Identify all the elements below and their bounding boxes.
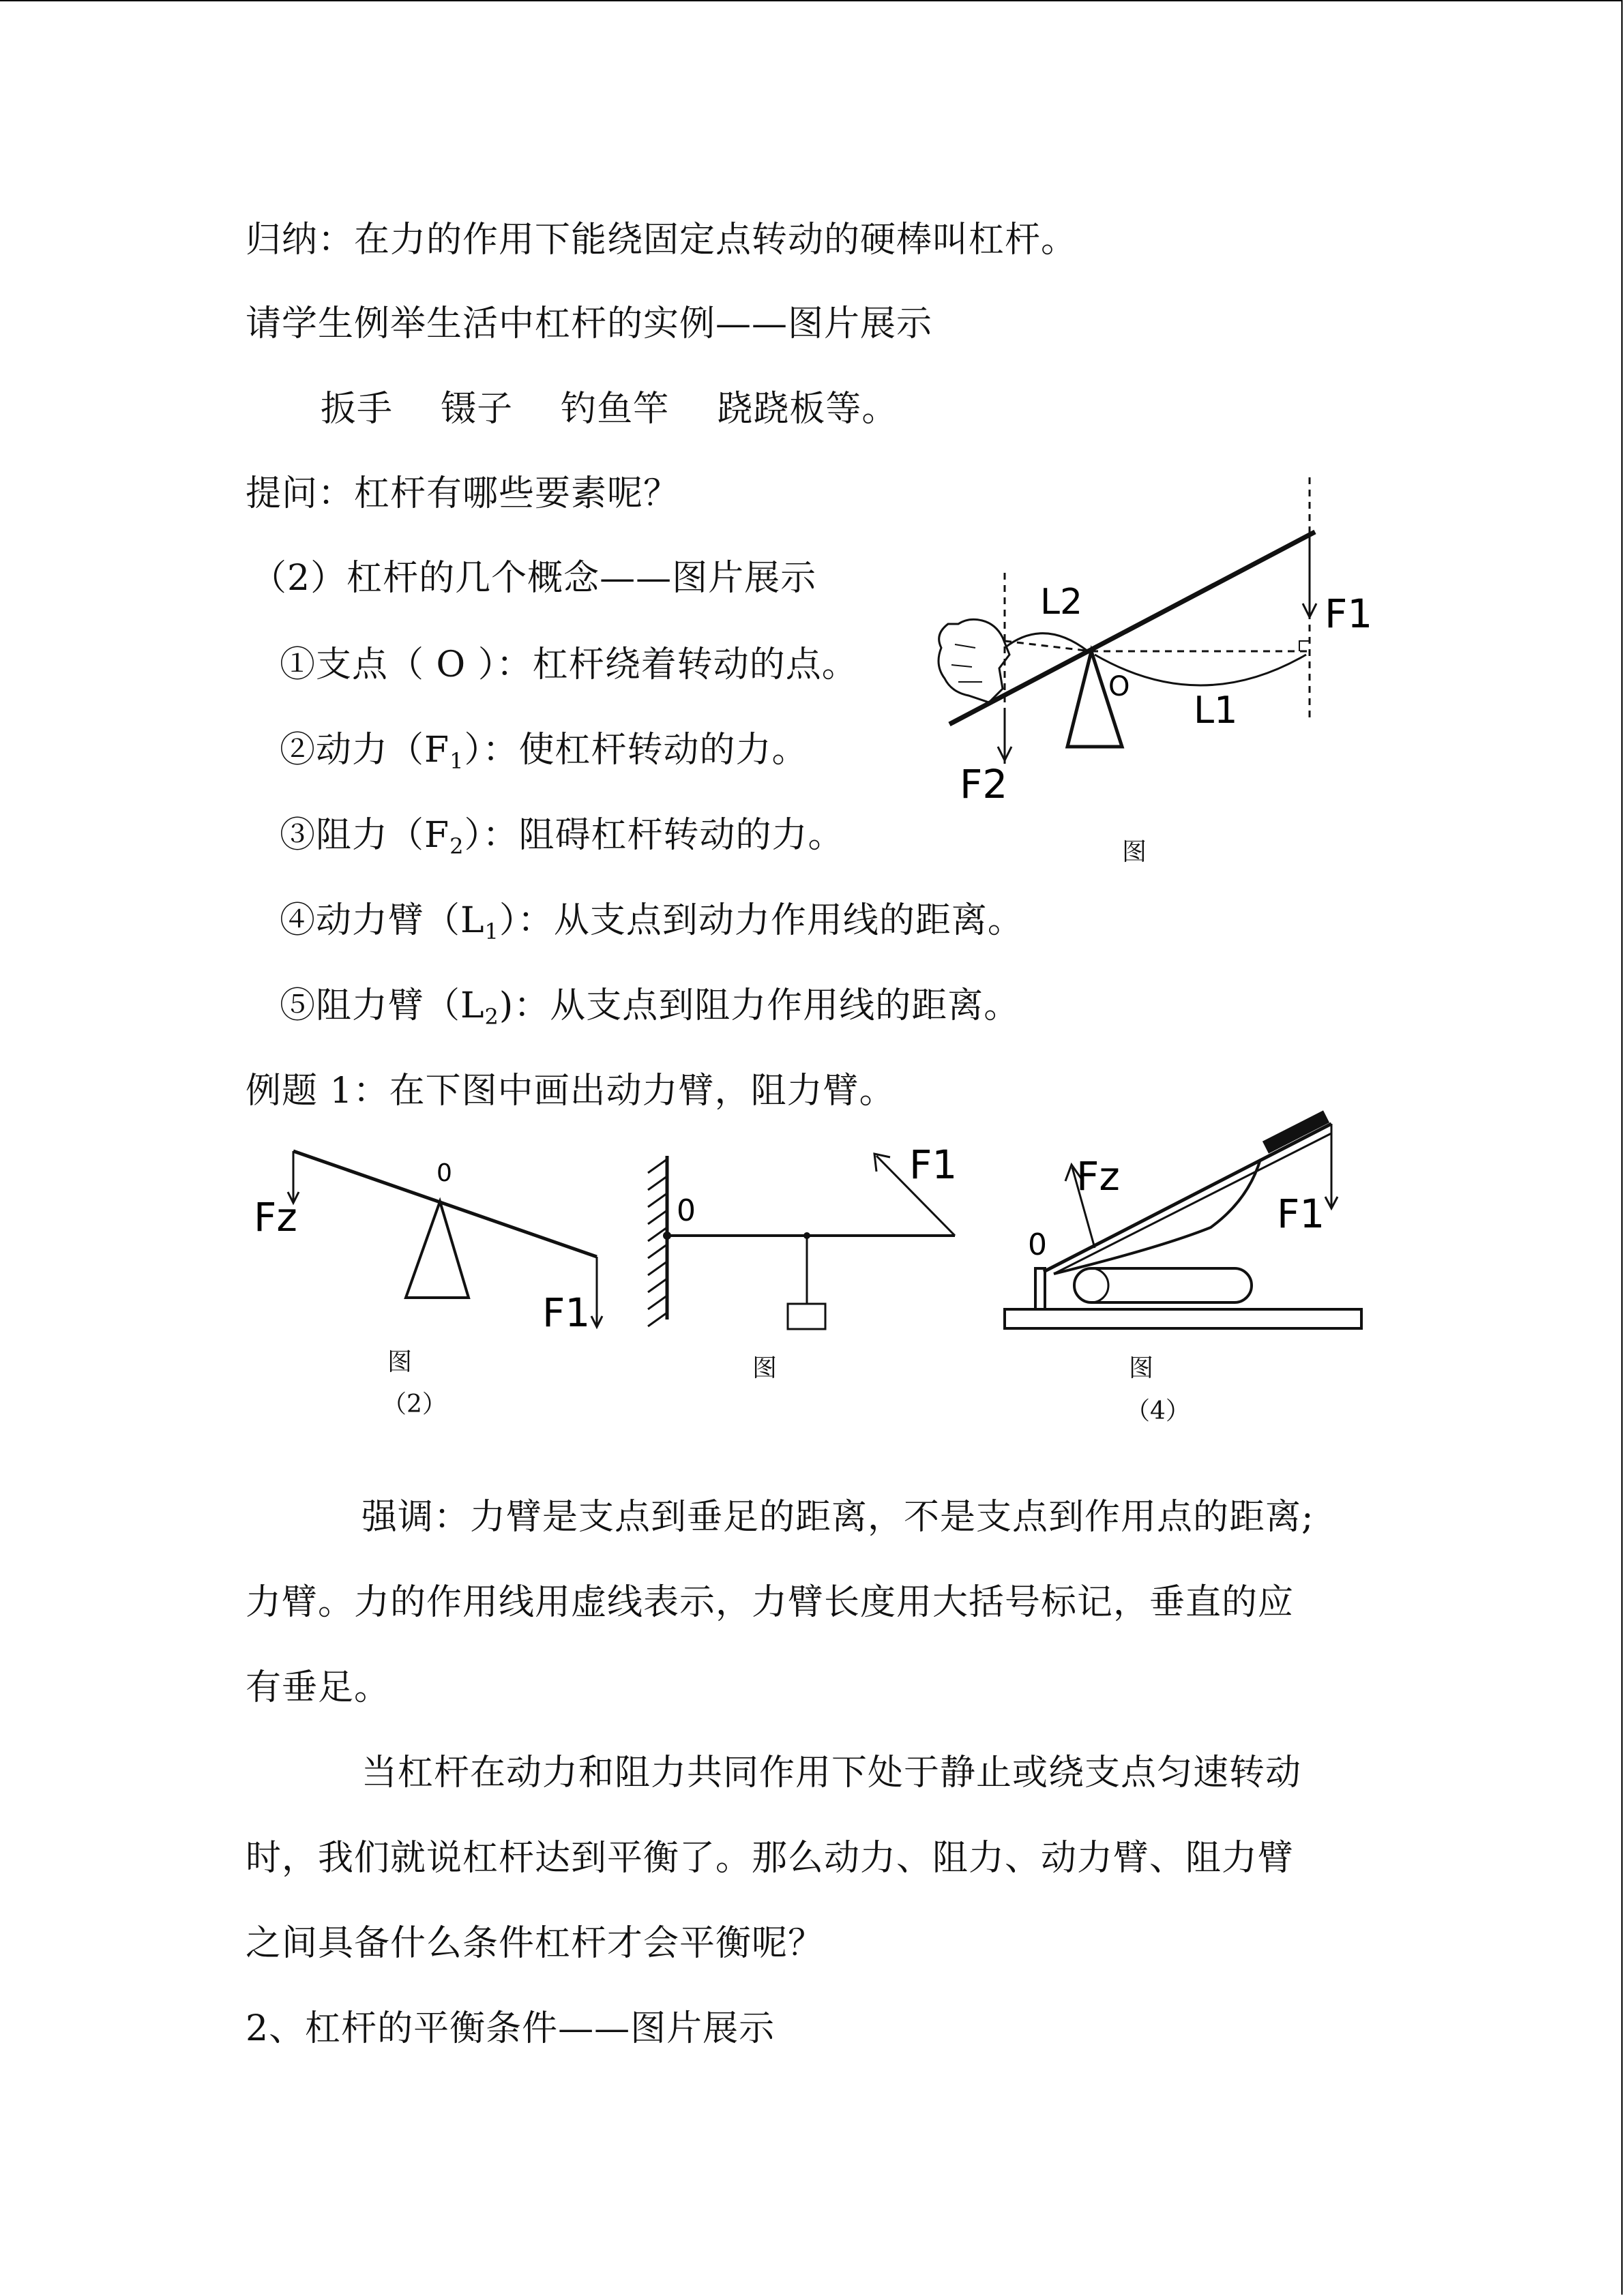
effort-arm-text: ④动力臂（L bbox=[280, 900, 485, 941]
balance-line-3: 之间具备什么条件杠杆才会平衡呢？ bbox=[246, 1923, 825, 1964]
fig2-caption: 图 bbox=[387, 1348, 413, 1376]
concepts-heading: （2）杠杆的几个概念——图片展示 bbox=[251, 558, 817, 599]
fig2-label-f2: Fz bbox=[254, 1194, 297, 1240]
examples-prompt: 请学生例举生活中杠杆的实例——图片展示 bbox=[246, 303, 933, 344]
fig2-number: （2） bbox=[382, 1390, 447, 1418]
emphasis-line-2: 力臂。力的作用线用虚线表示，力臂长度用大括号标记，垂直的应 bbox=[246, 1582, 1295, 1623]
resistance-arm-text: ⑤阻力臂（L bbox=[280, 985, 485, 1026]
examples-list: 扳手 镊子 钓鱼竿 跷跷板等。 bbox=[321, 389, 898, 430]
summary-line: 归纳：在力的作用下能绕固定点转动的硬棒叫杠杆。 bbox=[246, 220, 1078, 260]
hanging-weight bbox=[788, 1304, 825, 1329]
resistance-subscript: 2 bbox=[449, 833, 464, 859]
balance-heading: 2、杠杆的平衡条件——图片展示 bbox=[246, 2008, 776, 2049]
resistance-text-end: ）：阻碍杠杆转动的力。 bbox=[464, 815, 844, 856]
main-label-f1: F1 bbox=[1325, 591, 1373, 637]
main-lever-figure bbox=[921, 477, 1398, 886]
fig4-label-f2: Fz bbox=[1076, 1153, 1120, 1199]
fig3-label-f1: F1 bbox=[909, 1142, 958, 1188]
effort-arm-text-end: ）：从支点到动力作用线的距离。 bbox=[499, 900, 1024, 941]
concept-effort bbox=[280, 730, 808, 781]
main-label-l2: L2 bbox=[1040, 582, 1083, 623]
concept-fulcrum: ①支点（ O ）：杠杆绕着转动的点。 bbox=[280, 644, 858, 685]
base-board bbox=[1005, 1309, 1361, 1328]
balance-line-1: 当杠杆在动力和阻力共同作用下处于静止或绕支点匀速转动 bbox=[361, 1753, 1302, 1793]
fig3-label-o: 0 bbox=[677, 1193, 696, 1228]
effort-text: ②动力（F bbox=[280, 730, 450, 771]
effort-text-end: ）：使杠杆转动的力。 bbox=[464, 730, 808, 771]
main-label-f2: F2 bbox=[960, 761, 1008, 807]
fig4-number: （4） bbox=[1125, 1397, 1190, 1425]
concept-resistance-arm bbox=[280, 985, 1020, 1037]
figure-4-tool bbox=[996, 1112, 1378, 1343]
figure-2-seesaw bbox=[246, 1132, 614, 1350]
emphasis-line-1: 强调：力臂是支点到垂足的距离，不是支点到作用点的距离; bbox=[361, 1497, 1314, 1538]
concept-effort-arm bbox=[280, 900, 1024, 952]
main-label-o: O bbox=[1108, 671, 1130, 702]
fig2-label-f1: F1 bbox=[542, 1289, 591, 1336]
effort-subscript: 1 bbox=[449, 748, 464, 774]
fig3-caption: 图 bbox=[752, 1354, 778, 1382]
roller bbox=[1074, 1268, 1252, 1302]
effort-arm-subscript: 1 bbox=[484, 919, 499, 944]
resistance-text: ③阻力（F bbox=[280, 815, 450, 856]
concept-resistance bbox=[280, 815, 844, 867]
example-1: 例题 1：在下图中画出动力臂，阻力臂。 bbox=[246, 1071, 896, 1112]
hand-drawing bbox=[939, 619, 1009, 702]
question-line: 提问：杠杆有哪些要素呢？ bbox=[246, 473, 680, 514]
fig2-label-o: 0 bbox=[437, 1159, 452, 1187]
resistance-arm-text-end: )：从支点到阻力作用线的距离。 bbox=[499, 985, 1020, 1026]
seesaw-fulcrum bbox=[406, 1202, 469, 1298]
emphasis-line-3: 有垂足。 bbox=[246, 1667, 391, 1708]
resistance-arm-subscript: 2 bbox=[484, 1004, 499, 1030]
main-label-l1: L1 bbox=[1194, 689, 1238, 732]
fig4-label-f1: F1 bbox=[1277, 1191, 1325, 1237]
main-figure-caption: 图 bbox=[1122, 838, 1147, 866]
balance-line-2: 时，我们就说杠杆达到平衡了。那么动力、阻力、动力臂、阻力臂 bbox=[246, 1838, 1295, 1879]
fig4-caption: 图 bbox=[1129, 1354, 1154, 1382]
fig4-label-o: 0 bbox=[1028, 1227, 1047, 1262]
figure-3-wall-lever bbox=[634, 1132, 962, 1350]
